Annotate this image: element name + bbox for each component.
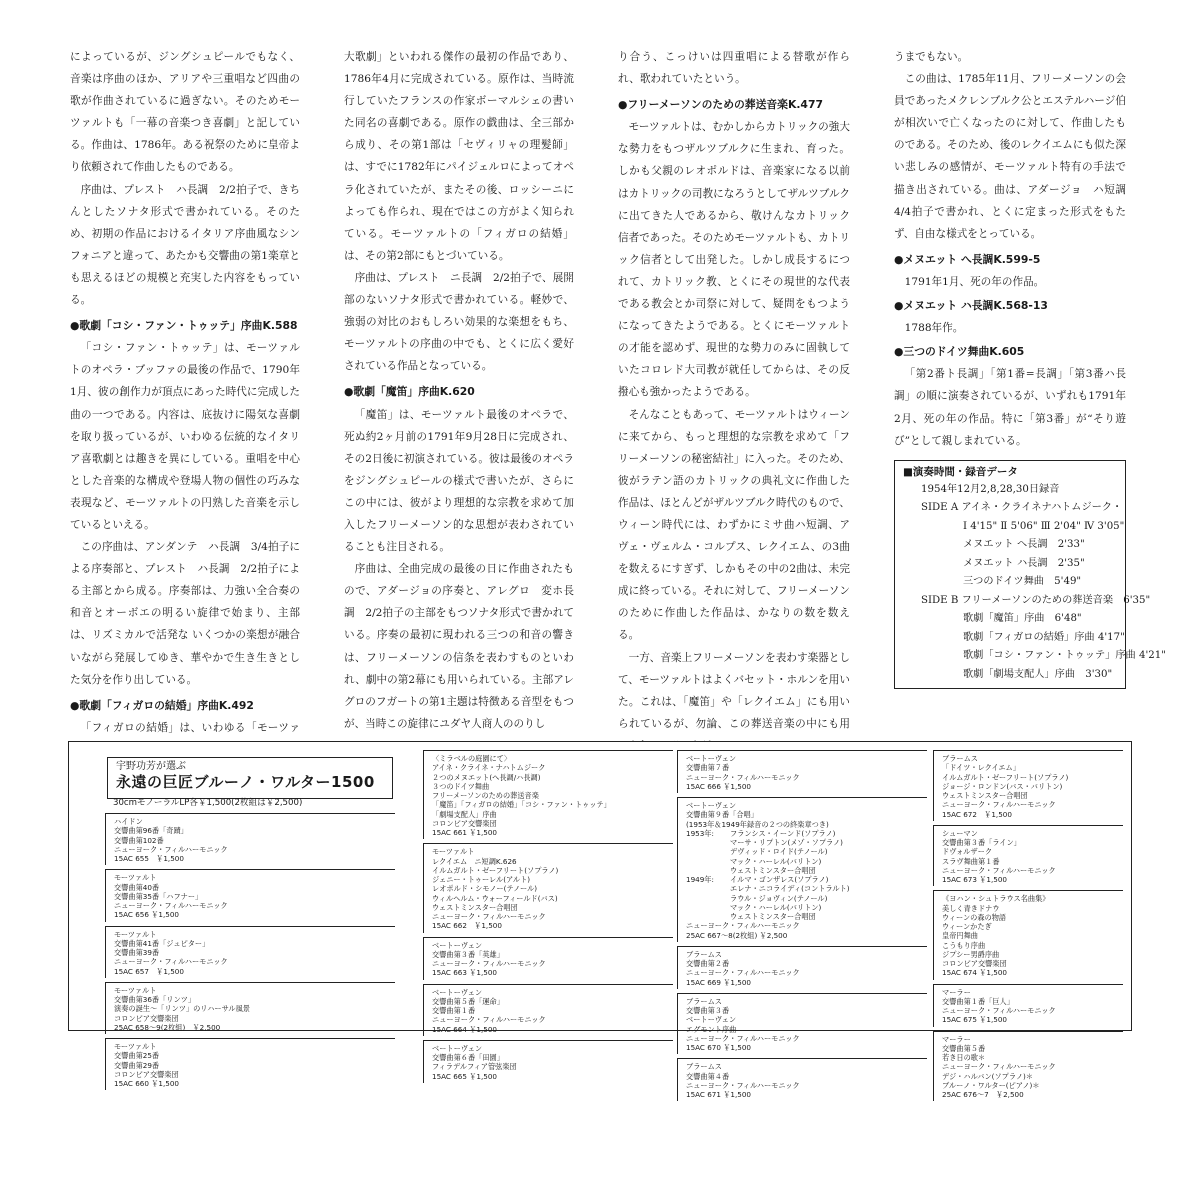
performer: ウェストミンスター合唱団 [730,865,816,875]
catalog-line: イルムガルト・ゼーフリート(ソプラノ) [432,865,559,875]
section-heading: ●メヌエット ハ長調K.568-13 [894,299,1048,313]
catalog-line [686,875,927,884]
catalog-line: マーラー [942,987,971,997]
catalog-title: 永遠の巨匠ブルーノ・ワルター1500 [116,773,375,791]
catalog-line: レクイエム ニ短調K.626 [432,856,517,866]
catalog-line: ハイドン [114,817,143,826]
catalog-line: コロンビア交響楽団 [114,1013,179,1023]
recording-data-title: ■演奏時間・録音データ [903,465,1018,478]
catalog-line: フリーメーソンのための葬送音楽 [432,791,539,800]
catalog-line: 交響曲第５番 [942,1043,986,1053]
text-column-4 [894,46,1166,689]
catalog-entry [423,750,673,839]
recording-year: 1949年: [686,875,714,884]
catalog-entry [423,1040,673,1083]
catalog-line: スラヴ舞曲第１番 [942,856,1000,866]
catalog-line: 演奏の誕生～「リンツ」のリハーサル風景 [114,1004,250,1014]
performer: フランシス・イーンド(ソプラノ) [730,828,836,838]
performer: ラウル・ジョヴィン(テノール) [730,893,828,903]
track: メヌエット ハ長調 2'35" [963,557,1085,569]
catalog-line: モーツァルト [432,847,475,857]
catalog-line: 交響曲第６番「田園」 [432,1053,504,1062]
catalog-line: 25AC 676～7 ￥2,500 [942,1090,1024,1099]
catalog-line: 交響曲第７番 [686,763,730,773]
catalog-line: ニューヨーク・フィルハーモニック [686,968,800,978]
catalog-line: 《ヨハン・シュトラウス名曲集》 [942,894,1050,904]
catalog-line: ニューヨーク・フィルハーモニック [432,959,546,968]
catalog-line: 皇帝円舞曲 [942,931,978,941]
catalog-line: モーツァルト [114,985,157,995]
catalog-line: 交響曲第102番 [114,835,164,845]
paragraph: 「第2番ト長調」「第1番=長調」「第3番ハ長調」の順に演奏されているが、いずれも1791年2月、死の年の作品。特に「第3番」が“そり遊び”として親しまれている。 [894,368,1126,447]
catalog-line: ニューヨーク・フィルハーモニック [686,1033,800,1043]
text-column-1 [70,46,300,761]
text-column-2 [344,46,574,735]
performer: エレナ・ニコライディ(コントラルト) [730,884,850,894]
catalog-entry [933,890,1123,979]
catalog-line [686,857,927,866]
catalog-line: 15AC 657 ￥1,500 [114,966,184,976]
section-heading: ●歌劇「フィガロの結婚」序曲K.492 [70,698,254,712]
catalog-line: 若き日の歌＊ [942,1053,986,1062]
text-column-3 [618,46,850,757]
catalog-line: ブラームス [686,1062,722,1072]
catalog-selector: 宇野功芳が選ぶ [116,761,186,772]
section-heading: ●フリーメーソンのための葬送音楽K.477 [618,98,823,112]
catalog-line: ３つのドイツ舞曲 [432,781,490,791]
catalog-line: 交響曲第５番「運命」 [432,996,504,1006]
recording-date: 1954年12月2,8,28,30日録音 [921,483,1060,495]
performer: マック・ハーレル(バリトン) [730,856,822,866]
catalog-line: コロンビア交響楽団 [432,818,497,828]
catalog-line: 交響曲第36番「リンツ」 [114,995,196,1004]
catalog-line: (1953年＆1949年録音の２つの終楽章つき) [686,819,829,829]
catalog-line: 交響曲第４番 [686,1071,730,1081]
catalog-line: 15AC 656 ￥1,500 [114,910,180,920]
catalog-line: 交響曲第３番「ライン」 [942,838,1021,847]
catalog-line: ベートーヴェン [432,940,483,950]
catalog-line: マーラー [942,1034,971,1044]
catalog-line: イルムガルト・ゼーフリート(ソプラノ) [942,772,1069,782]
catalog-line: 交響曲第３番「英雄」 [432,949,504,959]
catalog-entry [423,937,673,980]
catalog-line: ジェニー・トゥーレル(アルト) [432,875,531,884]
catalog-column-4 [933,750,1123,1105]
paragraph: 大歌劇」といわれる傑作の最初の作品であり、1786年4月に完成されている。原作は、当時流行していたフランスの作家ボーマルシェの書いた同名の喜劇である。原作の戯曲は、全三部から成り、その第1部は「セヴィリャの理髪師」は、すでに1782年にパイジェルロによってオペラ化されていたが、またその後、ロッシーニによっても作られ、現在ではこの方がよく知られている。モーツァルトの「フィガロの結婚」は、その第2部にもとづいている。 [344,51,574,262]
catalog-entry [423,984,673,1036]
catalog-line: 15AC 661 ￥1,500 [432,828,498,837]
track: メヌエット へ長調 2'33" [963,539,1085,551]
catalog-entry [933,1031,1123,1102]
catalog-line: モーツァルト [114,873,157,883]
side-a-movements: Ⅰ 4'15" Ⅱ 5'06" Ⅲ 2'04" Ⅳ 3'05" [963,520,1125,532]
catalog-line [686,866,927,875]
catalog-line: ニューヨーク・フィルハーモニック [942,1006,1056,1015]
catalog-line: コロンビア交響楽団 [114,1069,179,1079]
catalog-entry [677,750,927,793]
section-heading: ●三つのドイツ舞曲K.605 [894,345,1025,359]
paragraph: この曲は、1785年11月、フリーメーソンの会員であったメクレンブルク公とエステルハージ伯が相次いで亡くなったのに対して、作曲したものである。そのため、後のレクイエムにも似た深い悲しみの感情が、モーツァルト特有の手法で描き出されている。曲は、アダージョ ハ短調 4/4拍子で書かれ、とくに定まった形式をもたず、自由な様式をとっている。 [894,73,1137,240]
catalog-line: ジプシー男爵序曲 [942,949,1000,959]
catalog-line [686,829,927,838]
catalog-line: ジョージ・ロンドン(バス・バリトン) [942,781,1063,791]
catalog-line: ニューヨーク・フィルハーモニック [942,800,1056,810]
catalog-line: モーツァルト [114,1042,157,1051]
paragraph: 「魔笛」は、モーツァルト最後のオペラで、死ぬ約2ヶ月前の1791年9月28日に完成され、その2日後に初演されている。彼は最後のオペラをジングシュピールの様式で書いたが、さらにこの中には、彼がより理想的な宗教を求めて加入したフリーメーソン的な思想が表わされていることも注目される。 [344,408,574,554]
catalog-line: 15AC 670 ￥1,500 [686,1043,752,1052]
catalog-line: 「魔笛」「フィガロの結婚」「コシ・ファン・トゥッテ」 [432,800,611,810]
catalog-entry [677,946,927,989]
catalog-line: ベートーヴェン [686,1015,737,1025]
catalog-line: 15AC 662 ￥1,500 [432,921,502,931]
catalog-line: レオポルド・シモノー(テノール) [432,884,538,894]
catalog-column-2 [423,750,673,1087]
catalog-line: 交響曲第25番 [114,1051,160,1061]
paragraph: 序曲は、プレスト ハ長調 2/2拍子で、きちんとしたソナタ形式で書かれている。そのため、初期の作品におけるイタリア序曲風なシンフォニアと違って、あたかも交響曲の第1楽章とも思えるほどの規模と充実した内容をもっている。 [70,183,300,307]
track: 歌劇「魔笛」序曲 6'48" [963,613,1082,625]
paragraph: この序曲は、アンダンテ ハ長調 3/4拍子による序奏部と、プレスト ハ長調 2/2拍子による主部とから成る。序奏部は、力強い全合奏の和音とオーボエの明るい旋律で始まり、主部は、リズミカルで活発な いくつかの楽想が融合いながら発展してゆき、華やかで生き生きとした気分を作り出している。 [70,541,300,686]
catalog-line: シューマン [942,828,978,838]
catalog-line: 美しく青きドナウ [942,903,1000,913]
catalog-line: ウィーンかたぎ [942,922,992,931]
section-heading: ●歌劇「コシ・ファン・トゥッテ」序曲K.588 [70,319,298,333]
catalog-line: 交響曲第39番 [114,948,160,957]
catalog-line: ニューヨーク・フィルハーモニック [686,921,800,931]
side-b-label: SIDE B フリーメーソンのための葬送音楽 6'35" [921,594,1151,606]
catalog-entry [105,813,395,865]
catalog-box [68,741,1132,1099]
catalog-line: 15AC 665 ￥1,500 [432,1071,498,1081]
catalog-line: 15AC 663 ￥1,500 [432,968,498,978]
catalog-line: ニューヨーク・フィルハーモニック [432,1015,546,1025]
catalog-line: ２つのメヌエット(へ長調/ハ長調) [432,772,541,782]
track: 三つのドイツ舞曲 5'49" [963,576,1082,588]
catalog-entry [677,1058,927,1101]
catalog-entry [105,982,395,1034]
paragraph: 「コシ・ファン・トゥッテ」は、モーツァルトのオペラ・ブッファの最後の作品で、1790年1月、彼の創作力が頂点にあった時代に完成した曲の一つである。内容は、底抜けに陽気な喜劇を取り扱っているが、いわゆる伝統的なイタリア喜歌劇とは趣きを異にしている。重唱を中心とした音楽的な構成や登場人物の個性の巧みな表現など、モーツァルトの円熟した音楽を示しているといえる。 [70,342,300,531]
catalog-line: 交響曲第96番「奇蹟」 [114,826,188,836]
paragraph: 1788年作。 [904,322,964,335]
performer: デヴィッド・ロイド(テノール) [730,847,828,857]
side-a-label: SIDE A アイネ・クライネナハトムジーク・ [921,502,1123,514]
catalog-entry [423,843,673,932]
catalog-line: ウェストミンスター合唱団 [942,791,1028,800]
catalog-line [686,894,927,903]
catalog-line: デジ・ハルバン(ソプラノ)＊ [942,1071,1033,1081]
catalog-entry [105,869,395,921]
catalog-line: コロンビア交響楽団 [942,959,1007,968]
section-heading: ●歌劇「魔笛」序曲K.620 [344,385,475,399]
catalog-line: こうもり序曲 [942,940,986,950]
catalog-line: 「ドイツ・レクイエム」 [942,763,1020,773]
catalog-subtitle: 30cmモノーラルLP各￥1,500(2枚組は￥2,500) [113,798,303,808]
paragraph: によっているが、ジングシュピールでもなく、音楽は序曲のほか、アリアや三重唱など四曲の歌が作曲されているに過ぎない。そのためモーツァルトも「一幕の音楽つき喜劇」と記している。作曲は、1786年。ある祝祭のために皇帝より依頼されて作曲したものである。 [70,51,300,174]
catalog-line: 15AC 674 ￥1,500 [942,968,1008,978]
catalog-entry [933,984,1123,1027]
catalog-line: アイネ・クライネ・ナハトムジーク [432,763,546,773]
catalog-line [686,903,927,912]
section-heading: ●メヌエット へ長調K.599-5 [894,252,1041,266]
catalog-line: エグモント序曲 [686,1024,737,1034]
catalog-entry [933,825,1123,887]
catalog-line: ニューヨーク・フィルハーモニック [114,957,228,967]
catalog-line: ウィルヘルム・ウォーフィールド(バス) [432,893,558,903]
paragraph: り合う、こっけいは四重唱による替歌が作られ、歌われていたという。 [618,51,850,86]
paragraph: 序曲は、プレスト ニ長調 2/2拍子で、展開部のないソナタ形式で書かれている。軽妙で、強弱の対比のおもしろい効果的な楽想をもち、モーツァルトの序曲の中でも、とくに広く愛好されている作品となっている。 [344,271,574,373]
catalog-line: 〈ミラベルの庭園にて〉 [432,754,512,763]
recording-year: 1953年: [686,828,714,838]
catalog-line: ブラームス [686,996,722,1006]
catalog-line [686,884,927,893]
catalog-line: 交響曲第29番 [114,1060,160,1070]
catalog-line: 15AC 672 ￥1,500 [942,809,1012,819]
catalog-line: 交響曲第３番 [686,1006,730,1015]
catalog-line: 交響曲第40番 [114,882,160,892]
catalog-entry [677,797,927,942]
catalog-line: 「劇場支配人」序曲 [432,809,497,819]
catalog-line: 交響曲第９番「合唱」 [686,810,758,820]
catalog-header [107,757,393,799]
paragraph: 一方、音楽上フリーメーソンを表わす楽器として、モーツァルトはよくバセット・ホルンを用いた。これは、「魔笛」や「レクイエム」にも用いられているが、勿論、この葬送音楽の中にも用 [618,651,850,730]
track: 歌劇「コシ・ファン・トゥッテ」序曲 4'21" [963,650,1166,662]
performer: マーサ・リプトン(メゾ・ソプラノ) [730,838,843,847]
track: 歌劇「劇場支配人」序曲 3'30" [963,668,1113,680]
catalog-line: 15AC 664 ￥1,500 [432,1024,498,1034]
catalog-line: ベートーヴェン [686,801,737,810]
catalog-line [686,838,927,847]
catalog-line: フィラデルフィア管弦楽団 [432,1062,517,1072]
performer: イルマ・ゴンザレス(ソプラノ) [730,875,829,884]
paragraph: そんなこともあって、モーツァルトはウィーンに来てから、もっと理想的な宗教を求めて「フリーメーソンの秘密結社」に入った。そのため、彼がラテン語のカトリックの典礼文に作曲した作品は、ほとんどがザルツブルク時代のもので、ウィーン時代には、わずかにミサ曲ハ短調、アヴェ・ヴェルム・コルプス、レクイエム、の3曲を数えるにすぎず、しかもその中の2曲は、未完成に終っている。それに対して、フリーメーソンのために作曲した作品は、かなりの数を数える。 [618,408,850,642]
catalog-line: 交響曲第41番「ジュピター」 [114,938,210,948]
catalog-line: ベートーヴェン [432,987,483,997]
catalog-line: 15AC 669 ￥1,500 [686,977,752,987]
catalog-entry [105,1038,395,1090]
catalog-line: 15AC 675 ￥1,500 [942,1015,1008,1025]
catalog-line: ニューヨーク・フィルハーモニック [114,844,228,854]
track: 歌劇「フィガロの結婚」序曲 4'17" [963,631,1125,643]
performer: ウェストミンスター合唱団 [730,912,816,921]
paragraph: 序曲は、全曲完成の最後の日に作曲されたもので、アダージョの序奏と、アレグロ 変ホ長調 2/2拍子の主部をもつソナタ形式で書かれている。序奏の最初に現われる三つの和音の響きは、フリーメーソンの信条を表わすものといわれ、劇中の第2幕にも用いられている。主部アレグロのフガートの第1主題は特徴ある音型をもつが、当時この旋律にユダヤ人商人ののりし [344,563,574,730]
catalog-entry [677,993,927,1055]
catalog-line: 15AC 671 ￥1,500 [686,1090,752,1099]
catalog-line: ウェストミンスター合唱団 [432,902,518,912]
paragraph: 「フィガロの結婚」は、いわゆる「モーツァ [80,721,300,734]
catalog-line [686,847,927,856]
catalog-line [686,912,927,921]
catalog-entry [933,750,1123,821]
catalog-line: モーツァルト [114,929,157,939]
catalog-line: 25AC 658～9(2枚組) ￥2,500 [114,1022,221,1032]
catalog-line: ニューヨーク・フィルハーモニック [686,1080,800,1090]
catalog-line: ニューヨーク・フィルハーモニック [942,865,1056,875]
paragraph: 1791年1月、死の年の作品。 [904,275,1045,288]
catalog-line: ドヴォルザーク [942,847,993,857]
catalog-line: 25AC 667～8(2枚組) ￥2,500 [686,930,788,940]
catalog-line: 交響曲第２番 [686,959,730,968]
catalog-column-1 [105,813,395,1094]
catalog-line: ウィーンの森の物語 [942,912,1007,922]
catalog-column-3 [677,750,927,1105]
catalog-line: 交響曲第１番 [432,1006,476,1015]
catalog-line: ブルーノ・ワルター(ピアノ)＊ [942,1080,1040,1090]
catalog-line: 15AC 673 ￥1,500 [942,875,1008,884]
catalog-line: 15AC 660 ￥1,500 [114,1079,180,1088]
recording-data-box [894,460,1166,690]
paragraph: モーツァルトは、むかしからカトリックの強大な勢力をもつザルツブルクに生まれ、育った。しかも父親のレオポルドは、音楽家になる以前はカトリックの司教になろうとしてザルツブルクに出てきた人であるから、敬けんなカトリック信者であった。そのためモーツァルトも、カトリック信者として出発した。しかし成長するにつれて、カトリック教、とくにその現世的な代表である教会とか司祭に対して、疑問をもつようになってきたようである。とくにモーツァルトの才能を認めず、現世的な勢力のみに固執していたコロレド大司教が就任してからは、その反撥心も強かったようである。 [618,121,851,399]
catalog-line: ブラームス [686,949,722,959]
catalog-line: 15AC 655 ￥1,500 [114,854,184,863]
catalog-line: ブラームス [942,754,978,763]
catalog-entry [105,926,395,978]
catalog-line: 交響曲第１番「巨人」 [942,996,1014,1006]
catalog-line: 交響曲第35番「ハフナー」 [114,891,203,901]
catalog-line: ニューヨーク・フィルハーモニック [686,772,800,782]
catalog-line: ベートーヴェン [686,754,737,763]
catalog-line: ベートーヴェン [432,1043,483,1053]
catalog-line: ニューヨーク・フィルハーモニック [432,912,546,921]
paragraph: うまでもない。 [894,51,969,63]
performer: マック・ハーレル(バリトン) [730,902,822,912]
catalog-line: ニューヨーク・フィルハーモニック [942,1062,1056,1072]
catalog-line: ニューヨーク・フィルハーモニック [114,901,228,910]
catalog-line: 15AC 666 ￥1,500 [686,781,752,791]
